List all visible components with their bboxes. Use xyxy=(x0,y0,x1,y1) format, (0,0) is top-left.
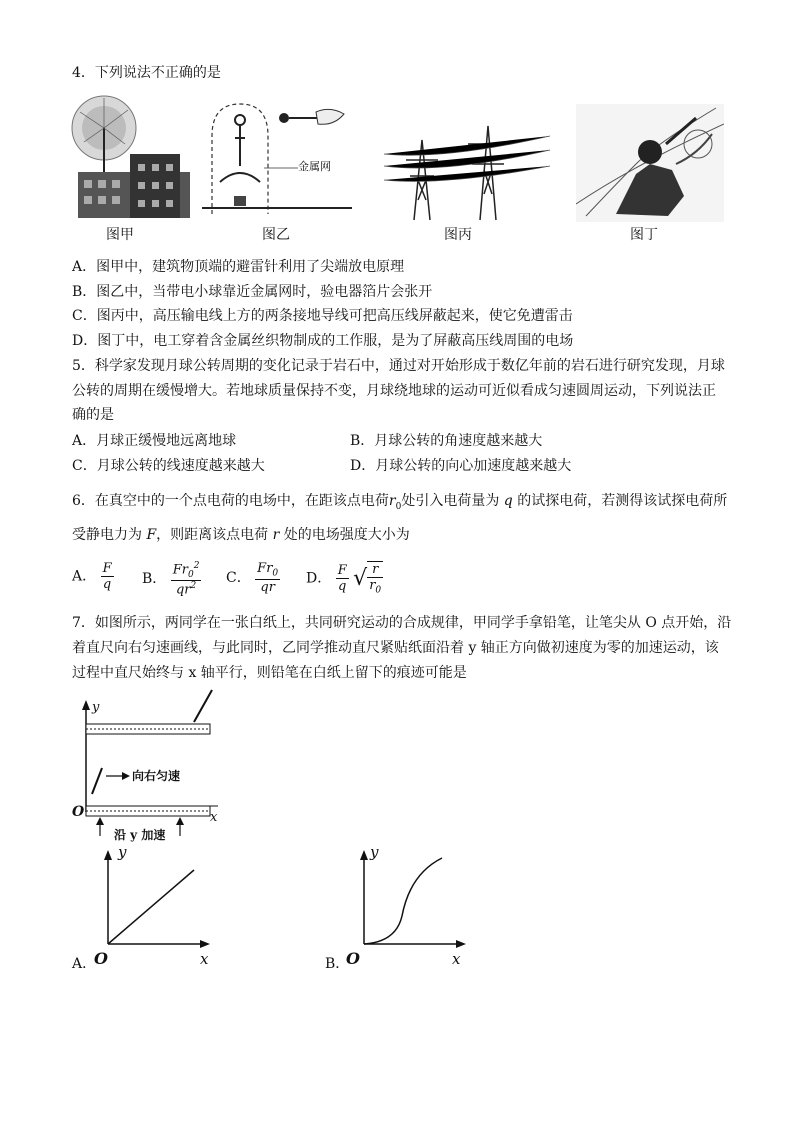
fig-jia-image xyxy=(70,92,190,222)
q6-option-a-letter: A． xyxy=(72,568,97,585)
q7-option-a-origin: O xyxy=(94,949,108,968)
q6-line-2 xyxy=(72,524,410,544)
q5-option-a: A．月球正缓慢地远离地球 xyxy=(72,433,237,449)
q6-line-1-part-a: 6．在真空中的一个点电荷的电场中，在距该点电荷 xyxy=(72,493,389,509)
numerator-sub: 0 xyxy=(272,568,279,579)
denominator-sup: 2 xyxy=(190,580,197,591)
root-denominator: r xyxy=(369,578,376,593)
q6-option-d-fraction xyxy=(336,563,349,594)
q5-option-d: D．月球公转的向心加速度越来越大 xyxy=(350,458,572,474)
q7-option-b-x: x xyxy=(452,950,461,968)
q5-stem-line-2: 公转的周期在缓慢增大。若地球质量保持不变，月球绕地球的运动可近似看成匀速圆周运动，下列说法正 xyxy=(72,383,716,399)
q7-stem-line-2: 着直尺向右匀速画线，与此同时，乙同学推动直尺紧贴纸面沿着 y 轴正方向做初速度为零的加速运动，该 xyxy=(72,640,719,656)
sqrt-sign: √ xyxy=(353,565,368,591)
q7-diagram-origin-label: O xyxy=(72,804,85,820)
q7-diagram-x-label: x xyxy=(210,810,218,825)
q6-line-1-part-c: 的试探电荷，若测得该试探电荷所 xyxy=(517,493,728,509)
q7-stem-line-3: 过程中直尺始终与 x 轴平行，则铅笔在白纸上留下的痕迹可能是 xyxy=(72,665,467,681)
q6-line-1-part-b: 处引入电荷量为 xyxy=(401,493,500,509)
q7-option-a-y: y xyxy=(118,843,127,861)
numerator-sub: 0 xyxy=(187,569,194,580)
var-r: r xyxy=(272,527,280,543)
var-F: F xyxy=(146,527,157,543)
root-denominator-sub: 0 xyxy=(375,585,382,596)
root-numerator: r xyxy=(367,562,383,578)
q6-option-b-letter: B． xyxy=(142,571,167,588)
q7-option-b-origin: O xyxy=(346,949,360,968)
fraction-numerator: F xyxy=(102,561,112,576)
numerator-sup: 2 xyxy=(193,561,200,571)
q4-figures xyxy=(70,92,730,252)
fraction-denominator: q xyxy=(338,578,347,594)
fraction-denominator: q xyxy=(102,577,112,592)
q4-stem: 4．下列说法不正确的是 xyxy=(72,65,221,81)
q4-option-a: A．图甲中，建筑物顶端的避雷针利用了尖端放电原理 xyxy=(72,259,405,275)
q6-option-a xyxy=(72,561,114,592)
q6-line-2-part-c: 处的电场强度大小为 xyxy=(283,527,410,543)
fraction-numerator: Fr xyxy=(172,562,188,578)
fraction-numerator: Fr xyxy=(257,561,273,576)
q5-option-c: C．月球公转的线速度越来越大 xyxy=(72,458,265,474)
q7-diagram-up-label: 沿 y 加速 xyxy=(114,828,166,842)
q7-option-a-letter: A． xyxy=(72,956,97,972)
q7-option-b-graph xyxy=(356,846,466,950)
q4-option-c: C．图丙中，高压输电线上方的两条接地导线可把高压线屏蔽起来，使它免遭雷击 xyxy=(72,308,573,324)
q6-option-b-fraction xyxy=(171,561,202,597)
q4-option-d: D．图丁中，电工穿着含金属丝织物制成的工作服，是为了屏蔽高压线周围的电场 xyxy=(72,333,574,349)
option-a-trajectory xyxy=(108,870,194,944)
q6-line-1 xyxy=(72,490,727,512)
fraction-denominator: qr xyxy=(260,579,275,595)
fraction-denominator: qr xyxy=(175,582,191,598)
q4-option-b: B．图乙中，当带电小球靠近金属网时，验电器箔片会张开 xyxy=(72,284,433,300)
q7-option-b-letter: B． xyxy=(325,956,350,972)
q6-option-a-fraction xyxy=(101,561,114,592)
q6-line-2-part-a: 受静电力为 xyxy=(72,527,142,543)
q7-option-b-y: y xyxy=(370,843,379,861)
q6-option-d-letter: D． xyxy=(306,570,332,587)
fig-yi-label: 金属网 xyxy=(298,160,331,173)
var-r0-sub: 0 xyxy=(395,501,402,512)
option-b-trajectory xyxy=(364,858,442,944)
q6-option-c xyxy=(226,561,280,595)
fig-bing-caption: 图丙 xyxy=(444,227,472,243)
fig-ding-caption: 图丁 xyxy=(630,227,658,243)
fig-ding-image xyxy=(576,104,724,222)
q7-option-a-x: x xyxy=(200,950,209,968)
q6-option-d xyxy=(306,561,383,596)
q5-stem-line-1: 5．科学家发现月球公转周期的变化记录于岩石中，通过对开始形成于数亿年前的岩石进行研究发现，月球 xyxy=(72,358,725,374)
q7-stem-line-1: 7．如图所示，两同学在一张白纸上，共同研究运动的合成规律，甲同学手拿铅笔，让笔尖从 O 点开始，沿 xyxy=(72,615,732,631)
q7-diagram-right-label: 向右匀速 xyxy=(132,769,181,783)
q5-stem-line-3: 确的是 xyxy=(72,407,114,423)
q6-option-b xyxy=(142,561,201,597)
var-r0: r xyxy=(388,493,396,509)
fraction-numerator: F xyxy=(337,562,347,578)
fig-bing-image xyxy=(384,120,550,222)
fig-jia-caption: 图甲 xyxy=(106,227,134,243)
q7-diagram-y-label: y xyxy=(92,700,100,715)
fig-yi-image xyxy=(202,96,362,222)
q6-option-c-letter: C． xyxy=(226,569,251,586)
fig-yi-caption: 图乙 xyxy=(262,227,290,243)
q6-option-d-root-fraction xyxy=(367,561,383,596)
q6-option-c-fraction xyxy=(255,561,280,595)
var-q: q xyxy=(503,493,513,509)
q5-option-b: B．月球公转的角速度越来越大 xyxy=(350,433,543,449)
q6-line-2-part-b: ，则距离该点电荷 xyxy=(156,527,269,543)
q7-option-a-graph xyxy=(100,846,210,950)
